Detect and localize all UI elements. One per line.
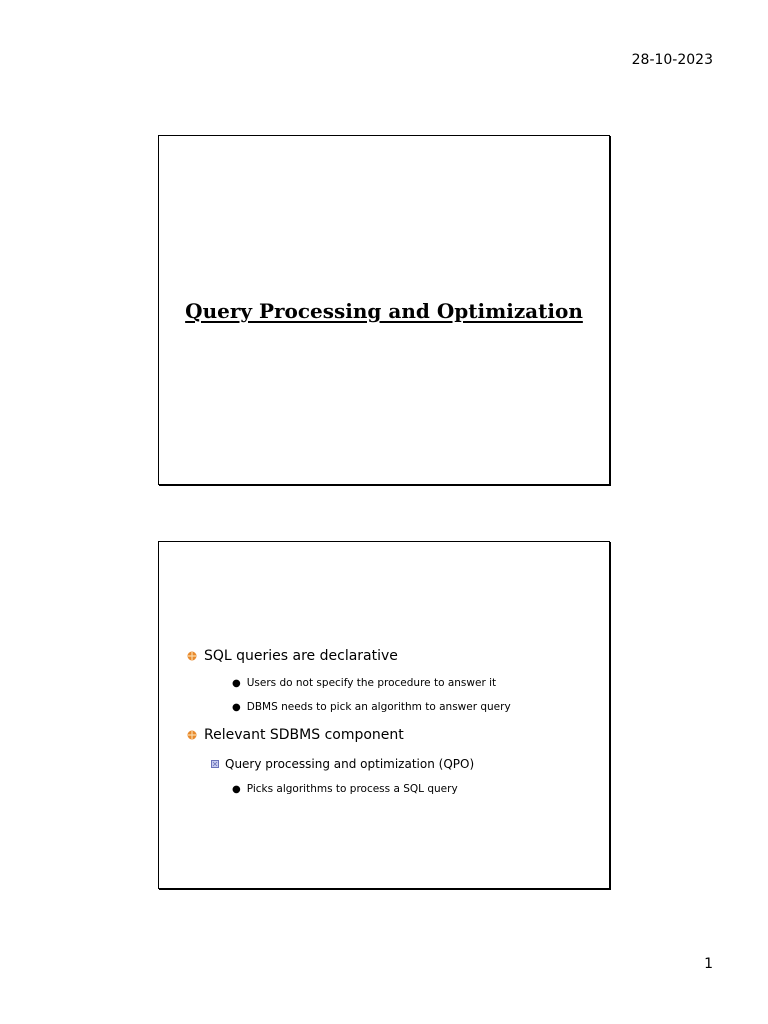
sub-bullet-users (232, 677, 496, 689)
orange-circle-bullet-icon (187, 730, 197, 740)
slide-content-slide (158, 541, 610, 889)
bullet-text: Query processing and optimization (QPO) (225, 757, 475, 771)
bullet-text: Picks algorithms to process a SQL query (246, 783, 458, 795)
bullet-text: DBMS needs to pick an algorithm to answer query (246, 701, 511, 713)
bullet-text: Users do not specify the procedure to answer it (246, 677, 497, 689)
square-bullet-icon (211, 760, 219, 768)
dot-bullet-icon: ● (232, 677, 241, 689)
dot-bullet-icon: ● (232, 783, 241, 795)
bullet-text: SQL queries are declarative (204, 648, 398, 664)
slide-title-slide (158, 135, 610, 485)
orange-circle-bullet-icon (187, 651, 197, 661)
bullet-text: Relevant SDBMS component (204, 727, 404, 743)
sub-bullet-picks-algorithms (232, 783, 458, 795)
slide-title: Query Processing and Optimization (185, 299, 583, 323)
bullet-qpo (211, 757, 474, 771)
page-date: 28-10-2023 (631, 52, 713, 68)
page-number: 1 (704, 956, 713, 972)
bullet-sql-declarative (187, 648, 398, 664)
dot-bullet-icon: ● (232, 701, 241, 713)
bullet-sdbms-component (187, 727, 404, 743)
sub-bullet-dbms (232, 701, 511, 713)
